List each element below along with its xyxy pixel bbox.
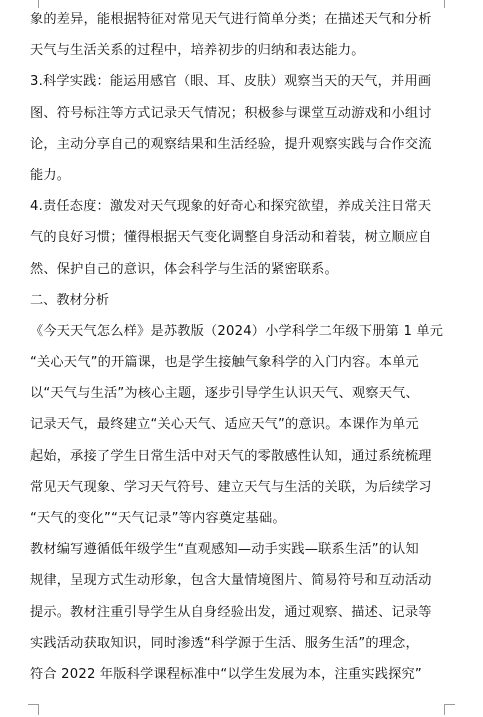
text-line: 记录天气，最终建立“关心天气、适应天气”的意识。本课作为单元 [30, 417, 419, 433]
text-line: 能力。 [30, 167, 71, 183]
text-line: 图、符号标注等方式记录天气情况；积极参与课堂互动游戏和小组讨 [30, 105, 432, 121]
text-line: “天气的变化”“天气记录”等内容奠定基础。 [30, 511, 286, 526]
text-line: 天气与生活关系的过程中，培养初步的归纳和表达能力。 [30, 43, 365, 59]
text-line: 提示。教材注重引导学生从自身经验出发，通过观察、描述、记录等 [30, 604, 432, 620]
text-line: 常见天气现象、学习天气符号、建立天气与生活的关联，为后续学习 [30, 479, 432, 495]
text-line: 起始，承接了学生日常生活中对天气的零散感性认知，通过系统梳理 [30, 448, 432, 464]
paragraph-responsibility-attitude [30, 191, 444, 285]
paragraph-knowledge-continued [30, 4, 444, 66]
text-line: 实践活动获取知识，同时渗透“科学源于生活、服务生活”的理念， [30, 635, 419, 651]
section-heading-textbook-analysis [30, 285, 444, 316]
text-line: 教材编写遵循低年级学生“直观感知—动手实践—联系生活”的认知 [30, 542, 419, 558]
text-line: 4.责任态度：激发对天气现象的好奇心和探究欲望，养成关注日常天 [30, 199, 432, 215]
text-line: 规律，呈现方式生动形象，包含大量情境图片、简易符号和互动活动 [30, 573, 432, 589]
paragraph-scientific-practice [30, 66, 444, 191]
paragraph-textbook-design [30, 534, 444, 690]
text-line: 符合 2022 年版科学课程标准中“以学生发展为本，注重实践探究” [30, 666, 422, 682]
text-line: 然、保护自己的意识，体会科学与生活的紧密联系。 [30, 261, 338, 277]
document-body [30, 4, 444, 690]
crop-mark-bottom-left [28, 704, 39, 715]
text-line: 以“天气与生活”为核心主题，逐步引导学生认识天气、观察天气、 [30, 386, 419, 402]
crop-mark-bottom-right [444, 704, 455, 715]
paragraph-textbook-overview [30, 316, 444, 534]
text-line: 《今天天气怎么样》是苏教版（2024）小学科学二年级下册第 1 单元 [30, 323, 444, 339]
text-line: 象的差异，能根据特征对常见天气进行简单分类；在描述天气和分析 [30, 12, 432, 27]
crop-mark-top-right [444, 0, 455, 8]
text-line: 气的良好习惯；懂得根据天气变化调整自身活动和着装，树立顺应自 [30, 230, 432, 246]
text-line: 3.科学实践：能运用感官（眼、耳、皮肤）观察当天的天气，并用画 [30, 74, 432, 90]
text-line: “关心天气”的开篇课，也是学生接触气象科学的入门内容。本单元 [30, 355, 419, 371]
text-line: 论，主动分享自己的观察结果和生活经验，提升观察实践与合作交流 [30, 136, 432, 152]
heading-text: 二、教材分析 [30, 292, 110, 308]
